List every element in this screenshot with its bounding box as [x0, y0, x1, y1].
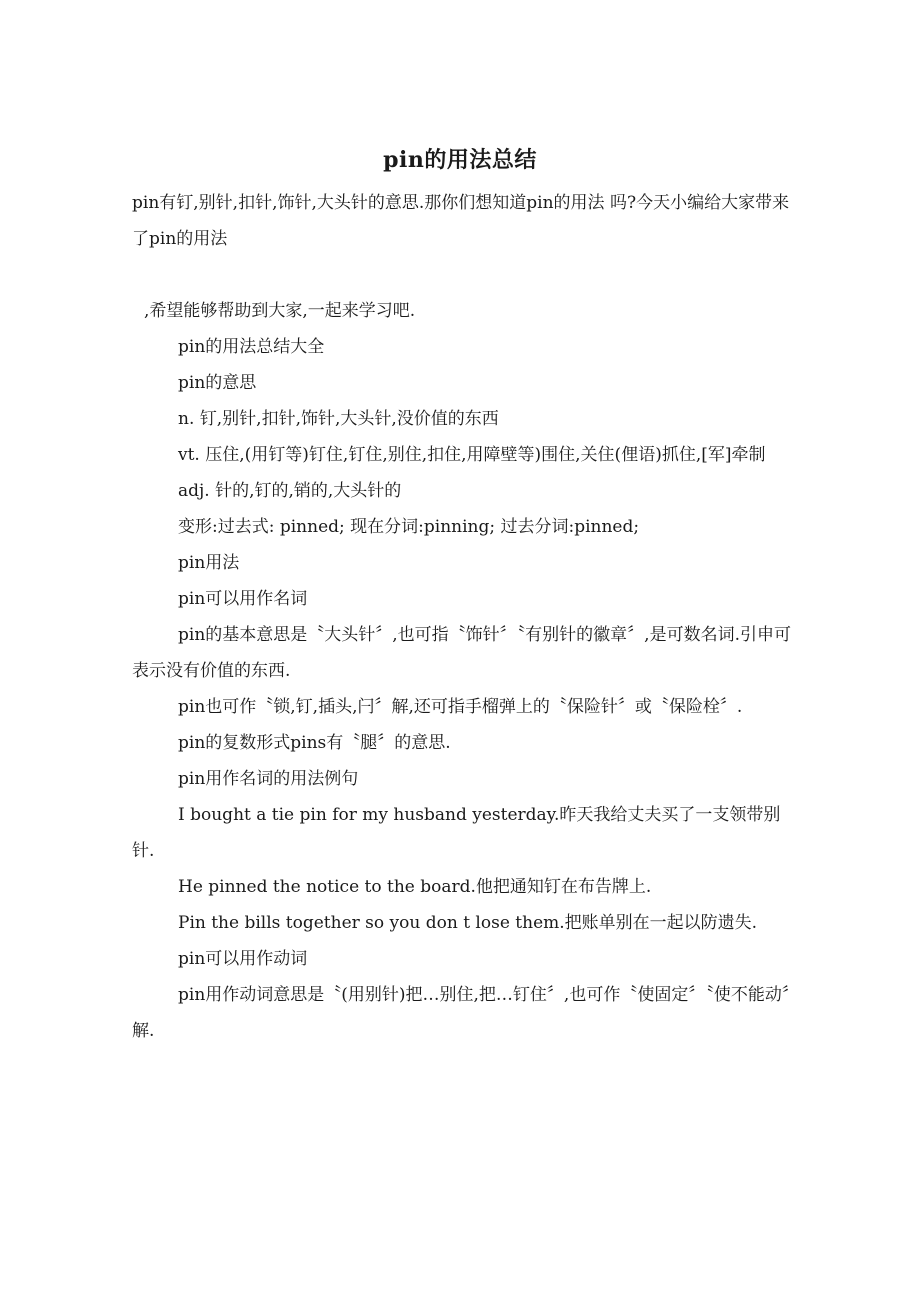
document-title: pin的用法总结 [383, 147, 537, 173]
section-heading-summary: pin的用法总结大全 [178, 337, 325, 357]
section-heading-meaning: pin的意思 [178, 373, 257, 393]
noun-plural-meaning: pin的复数形式pins有〝腿〞的意思. [178, 733, 451, 753]
document-body [132, 185, 792, 1049]
intro-continuation: ,希望能够帮助到大家,一起来学习吧. [144, 301, 416, 321]
word-forms: 变形:过去式: pinned; 现在分词:pinning; 过去分词:pinned; [178, 517, 640, 537]
example-sentence: Pin the bills together so you don t lose them.把账单别在一起以防遗失. [178, 913, 758, 933]
section-heading-usage: pin用法 [178, 553, 240, 573]
noun-basic-meaning: pin的基本意思是〝大头针〞,也可指〝饰针〞〝有别针的徽章〞,是可数名词.引申可表示没有价值的东西. [132, 625, 791, 681]
section-heading-verb-usage: pin可以用作动词 [178, 949, 308, 969]
example-sentence: I bought a tie pin for my husband yesterday.昨天我给丈夫买了一支领带别针. [132, 805, 781, 861]
section-heading-noun-examples: pin用作名词的用法例句 [178, 769, 359, 789]
intro-paragraph: pin有钉,别针,扣针,饰针,大头针的意思.那你们想知道pin的用法 吗?今天小编给大家带来了pin的用法 [132, 193, 790, 249]
definition-adjective: adj. 针的,钉的,销的,大头针的 [178, 481, 402, 501]
definition-verb: vt. 压住,(用钉等)钉住,钉住,别住,扣住,用障壁等)围住,关住(俚语)抓住,[军]牵制 [178, 445, 766, 465]
paragraph-gap [132, 257, 792, 293]
verb-meaning: pin用作动词意思是〝(用别针)把…别住,把…钉住〞,也可作〝使固定〞〝使不能动〞解. [132, 985, 791, 1041]
example-sentence: He pinned the notice to the board.他把通知钉在布告牌上. [178, 877, 652, 897]
section-heading-noun-usage: pin可以用作名词 [178, 589, 308, 609]
noun-other-meaning: pin也可作〝锁,钉,插头,闩〞解,还可指手榴弹上的〝保险针〞或〝保险栓〞. [178, 697, 743, 717]
definition-noun: n. 钉,别针,扣针,饰针,大头针,没价值的东西 [178, 409, 499, 429]
